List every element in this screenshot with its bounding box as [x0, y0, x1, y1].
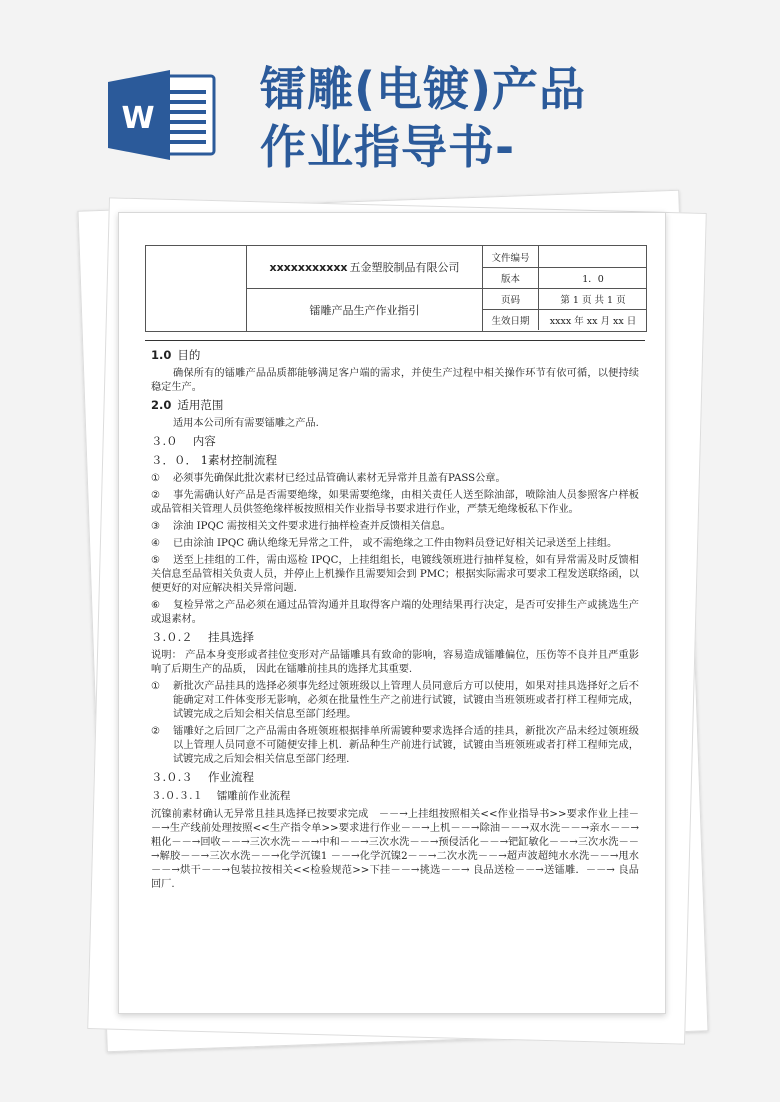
list-text: 涂油 IPQC 需按相关文件要求进行抽样检查并反馈相关信息。	[173, 521, 451, 532]
list-marker: ①	[151, 473, 161, 484]
section-3-3-1-heading: ３.０.３.１ 镭雕前作业流程	[151, 790, 291, 802]
meta-row	[483, 246, 647, 268]
section-3-3-1-text: 沉镍前素材确认无异常且挂具选择已按要求完成 －－→上挂组按照相关<<作业指导书>>要求作业上挂－－→生产线前处理按照<<生产指令单>>要求进行作业－－→上机－－→除油－－→双水洗－－→亲水－－→粗化－－→回收－－→三次水洗－－→中和－－→三次水洗－－→预侵活化－－→钯缸敏化－－→三次水洗－－→解胶－－→三次水洗－－→化学沉镍1 －－→化学沉镍2－－→二次水洗－－→超声波超纯水水洗－－→甩水－－→烘干－－→包装拉按相关<<检验规范>>下挂－－→挑选－－→ 良品送检－－→送镭雕．－－→ 良品回厂.	[151, 809, 639, 890]
list-item	[151, 520, 639, 534]
list-marker: ①	[151, 681, 161, 692]
list-item	[151, 554, 639, 596]
meta-value: 第 1 页 共 1 页	[560, 294, 626, 306]
meta-row	[483, 288, 647, 310]
section-1-number: 1.0	[151, 348, 172, 362]
company-name-text: 五金塑胶制品有限公司	[349, 261, 460, 274]
meta-row	[483, 309, 647, 330]
list-marker: ③	[151, 521, 161, 532]
logo-letter: W	[121, 101, 155, 136]
company-name-code: xxxxxxxxxxx	[269, 260, 348, 274]
meta-value	[539, 246, 647, 267]
meta-key: 版本	[483, 267, 539, 288]
list-text: 新批次产品挂具的选择必须事先经过领班级以上管理人员同意后方可以使用，如果对挂具选择好之后不能确定对工件体变形无影响，必须在批量性生产之前进行试镀，试镀由当班领班或者打样工程师完成，试镀完成之后知会相关信息至部门经理。	[173, 681, 639, 720]
list-text: 送至上挂组的工件，需由巡检 IPQC，上挂组组长，电镀线领班进行抽样复检，如有异常需及时反馈相关信息至品管相关负责人员，并停止上机操作且需要知会到 PMC；根据实际需求可要求工程发送联络函，以便更好的对应解决相关异常问题．	[151, 555, 639, 594]
section-2-text: 适用本公司所有需要镭雕之产品.	[173, 418, 319, 429]
cover-title-line-2: 作业指导书-	[260, 120, 516, 174]
section-3-heading: ３.０ 内容	[151, 434, 216, 448]
company-name	[247, 246, 482, 289]
meta-value: 1．0	[582, 273, 604, 285]
list-text: 已由涂油 IPQC 确认绝缘无异常之工件， 或不需绝缘之工件由物料员登记好相关记录送至上挂组。	[173, 538, 618, 549]
meta-key: 文件编号	[483, 246, 539, 267]
header-table	[145, 245, 647, 332]
section-2-heading	[151, 398, 639, 412]
list-item	[151, 725, 639, 767]
list-item	[151, 472, 639, 486]
list-marker: ②	[151, 726, 161, 737]
list-item	[151, 537, 639, 551]
meta-row	[483, 267, 647, 289]
header-divider	[145, 340, 645, 341]
section-3-3-heading: ３.０.３ 作业流程	[151, 770, 254, 784]
list-text: 事先需确认好产品是否需要绝缘，如果需要绝缘，由相关责任人送至除油部，喷除油人员参照客户样板或品管相关管理人员供签绝缘样板按照相关作业指导书要求进行作业，严禁无绝缘板私下作业。	[151, 490, 639, 515]
section-1-heading	[151, 348, 639, 362]
header-logo-cell	[146, 246, 247, 331]
section-1-title: 目的	[177, 348, 201, 362]
list-marker: ②	[151, 490, 161, 501]
list-item	[151, 680, 639, 722]
section-3-2-note: 说明： 产品本身变形或者挂位变形对产品镭雕具有致命的影响，容易造成镭雕偏位，压伤等不良并且严重影响了后期生产的品质， 因此在镭雕前挂具的选择尤其重要.	[151, 650, 639, 675]
list-marker: ⑤	[151, 555, 161, 566]
list-marker: ④	[151, 538, 161, 549]
cover-title-line-1: 镭雕(电镀)产品	[260, 62, 587, 116]
document-title: 镭雕产品生产作业指引	[309, 304, 420, 317]
cover-title	[260, 60, 760, 176]
section-3-2-heading: ３.０.２ 挂具选择	[151, 630, 254, 644]
list-text: 复检异常之产品必须在通过品管沟通并且取得客户端的处理结果再行决定，是否可安排生产或挑选生产或退素材。	[151, 600, 639, 625]
list-marker: ⑥	[151, 600, 161, 611]
list-item	[151, 599, 639, 627]
list-text: 必须事先确保此批次素材已经过品管确认素材无异常并且盖有PASS公章。	[173, 473, 506, 484]
list-text: 镭雕好之后回厂之产品需由各班领班根据排单所需镀种要求选择合适的挂具，新批次产品未经过领班级以上管理人员同意不可随便安排上机．新品种生产前进行试镀，试镀由当班领班或者打样工程师完成，试镀完成之后知会相关信息至部门经理.	[173, 726, 639, 765]
document-page	[118, 212, 666, 1014]
meta-key: 页码	[483, 288, 539, 309]
section-2-title: 适用范围	[177, 398, 224, 412]
meta-key: 生效日期	[483, 309, 539, 330]
header-meta	[482, 246, 647, 331]
section-2-number: 2.0	[151, 398, 172, 412]
section-1-text: 确保所有的镭雕产品品质都能够满足客户端的需求，并使生产过程中相关操作环节有依可循，以便持续稳定生产。	[151, 368, 639, 393]
word-logo-icon	[108, 70, 220, 160]
meta-value: xxxx 年 xx 月 xx 日	[549, 315, 637, 327]
document-body	[151, 345, 639, 895]
section-3-1-heading: ３．０． 1素材控制流程	[151, 453, 277, 467]
list-item	[151, 489, 639, 517]
